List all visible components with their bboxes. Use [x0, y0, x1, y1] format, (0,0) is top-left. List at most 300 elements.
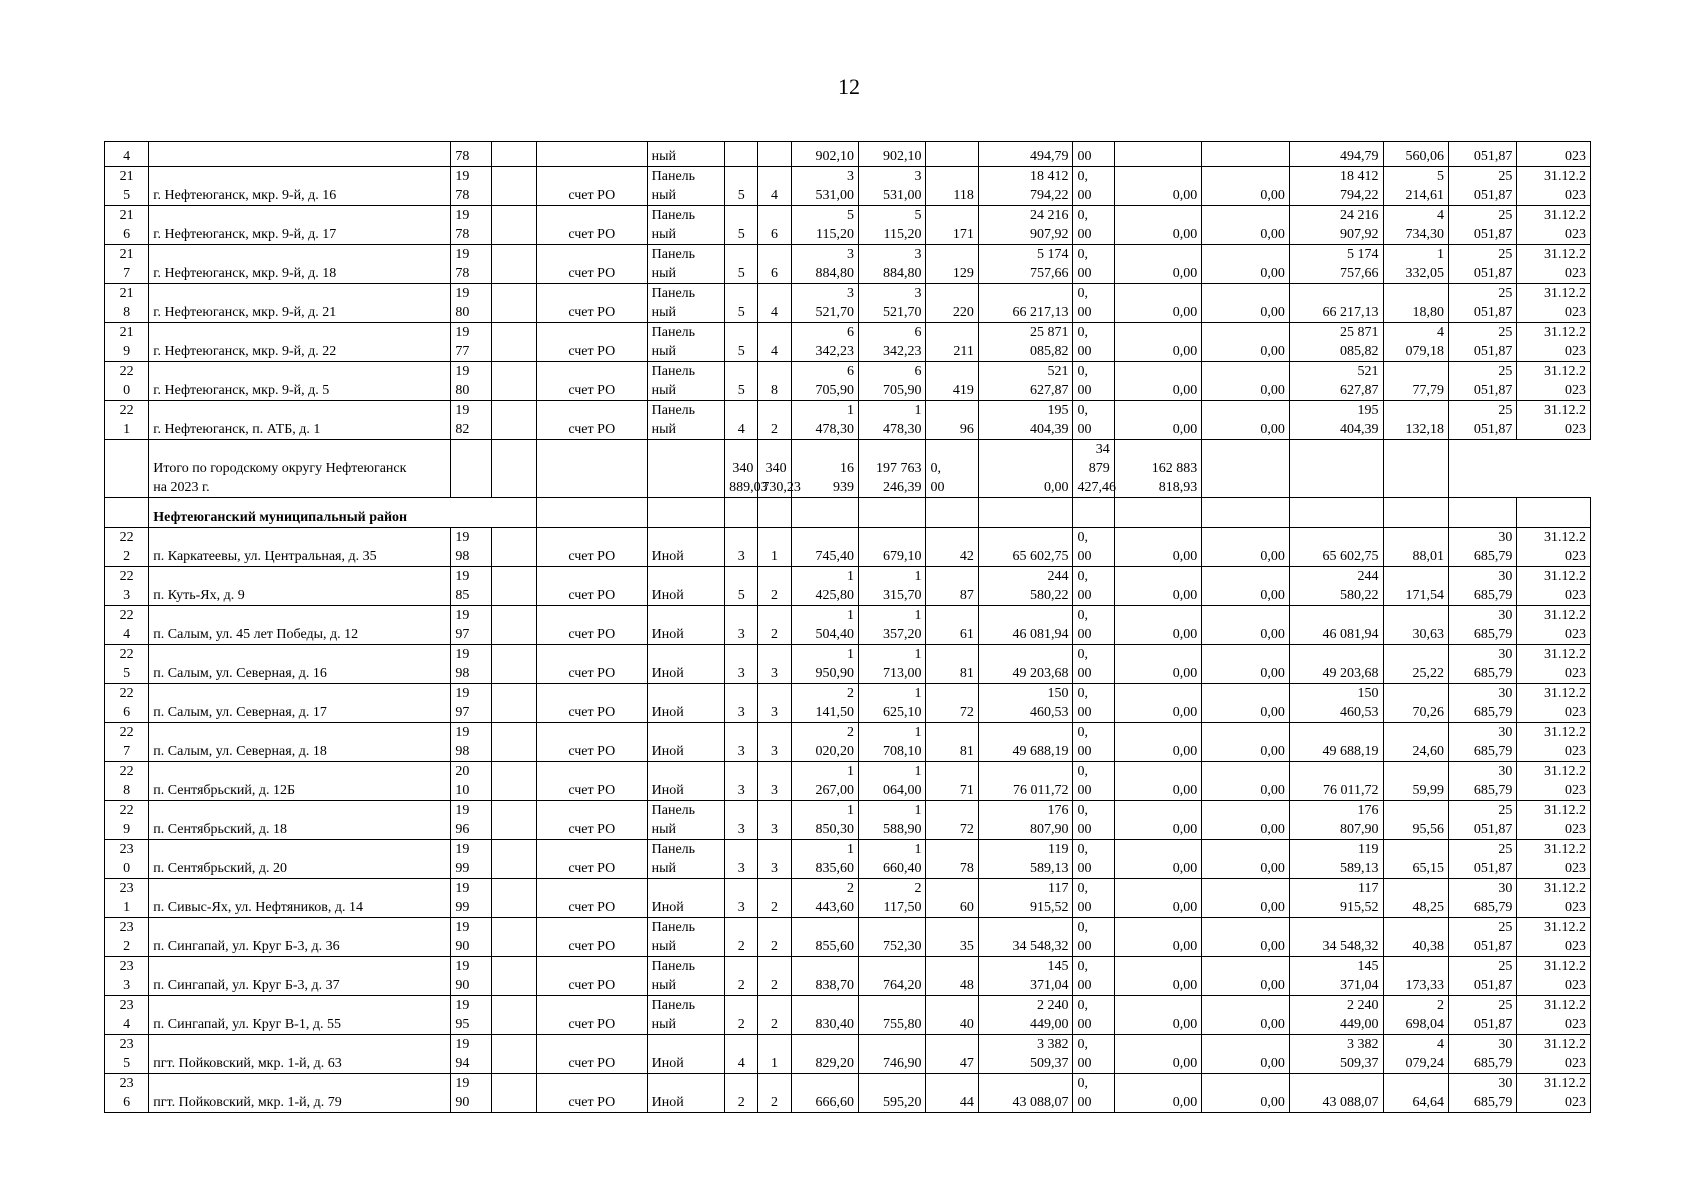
table-cell — [1114, 142, 1202, 167]
table-cell: Панель ный — [647, 918, 725, 957]
table-cell: 22 6 — [105, 684, 149, 723]
table-cell: 72 — [926, 801, 978, 840]
table-cell: 0,00 — [978, 440, 1073, 498]
table-cell: 4 079,18 — [1383, 323, 1448, 362]
table-cell: 19 90 — [451, 918, 491, 957]
table-cell: 1 708,10 — [859, 723, 926, 762]
table-cell: 0,00 — [1202, 996, 1290, 1035]
table-cell: 0,00 — [1114, 362, 1202, 401]
table-cell: 3 — [758, 645, 791, 684]
table-cell — [1202, 142, 1290, 167]
total-row — [105, 440, 1591, 498]
table-cell: 42 — [926, 528, 978, 567]
table-cell: счет РО — [536, 1074, 647, 1113]
table-cell: 0,00 — [1114, 723, 1202, 762]
table-cell: 76 011,72 — [978, 762, 1073, 801]
table-cell: 19 98 — [451, 645, 491, 684]
table-cell: 30 685,79 — [1448, 606, 1516, 645]
table-cell: 19 94 — [451, 1035, 491, 1074]
table-cell: 0,00 — [1114, 567, 1202, 606]
table-row — [105, 1035, 1591, 1074]
table-cell: Панель ный — [647, 167, 725, 206]
table-cell: счет РО — [536, 840, 647, 879]
table-cell — [491, 142, 536, 167]
table-cell: 5 174 757,66 — [1289, 245, 1383, 284]
table-cell: 1 — [758, 528, 791, 567]
table-cell — [491, 401, 536, 440]
table-cell: 22 2 — [105, 528, 149, 567]
table-cell: 764,20 — [859, 957, 926, 996]
table-cell: 40,38 — [1383, 918, 1448, 957]
table-cell: 46 081,94 — [978, 606, 1073, 645]
table-cell: 117 915,52 — [978, 879, 1073, 918]
table-cell: п. Сентябрьский, д. 20 — [149, 840, 451, 879]
table-cell: Панель ный — [647, 996, 725, 1035]
table-cell: 78 — [451, 142, 491, 167]
table-cell: 119 589,13 — [1289, 840, 1383, 879]
table-cell: 34 548,32 — [978, 918, 1073, 957]
table-cell: 3 — [758, 840, 791, 879]
table-cell: 31.12.2 023 — [1517, 323, 1591, 362]
table-cell: 30 685,79 — [1448, 1074, 1516, 1113]
table-cell: 0,00 — [1202, 645, 1290, 684]
table-cell: 2 — [758, 567, 791, 606]
capital-repair-table — [104, 141, 1591, 1113]
table-cell: 244 580,22 — [1289, 567, 1383, 606]
table-cell: Панель ный — [647, 957, 725, 996]
table-cell: 5 — [725, 362, 758, 401]
table-cell: 150 460,53 — [978, 684, 1073, 723]
table-row — [105, 401, 1591, 440]
table-cell: 1 504,40 — [791, 606, 858, 645]
table-cell: 197 763 246,39 — [859, 440, 926, 498]
table-cell: 23 3 — [105, 957, 149, 996]
table-cell: 0,00 — [1114, 645, 1202, 684]
table-cell: 830,40 — [791, 996, 858, 1035]
table-cell: 2 — [725, 957, 758, 996]
table-cell: 31.12.2 023 — [1517, 684, 1591, 723]
table-cell: ный — [647, 142, 725, 167]
table-row — [105, 567, 1591, 606]
table-cell: 2 — [758, 606, 791, 645]
table-cell: 48,25 — [1383, 879, 1448, 918]
table-cell: 211 — [926, 323, 978, 362]
table-cell: счет РО — [536, 645, 647, 684]
table-cell: 22 7 — [105, 723, 149, 762]
table-cell: 21 7 — [105, 245, 149, 284]
table-cell: 95,56 — [1383, 801, 1448, 840]
table-cell: 19 99 — [451, 840, 491, 879]
table-cell: 66 217,13 — [1289, 284, 1383, 323]
table-cell: 0, 00 — [1073, 996, 1114, 1035]
table-cell: 3 — [725, 762, 758, 801]
table-cell: 2 — [725, 996, 758, 1035]
table-cell: 25 051,87 — [1448, 801, 1516, 840]
table-cell: п. Сингапай, ул. Круг Б-3, д. 37 — [149, 957, 451, 996]
table-cell: счет РО — [536, 996, 647, 1035]
table-cell: 22 4 — [105, 606, 149, 645]
table-cell: 6 — [758, 206, 791, 245]
table-cell: 25 871 085,82 — [1289, 323, 1383, 362]
table-cell: 2 — [758, 996, 791, 1035]
table-cell: 171 — [926, 206, 978, 245]
table-row — [105, 206, 1591, 245]
table-cell: 494,79 — [978, 142, 1073, 167]
table-cell: 595,20 — [859, 1074, 926, 1113]
table-cell: 22 1 — [105, 401, 149, 440]
table-cell: 30 685,79 — [1448, 567, 1516, 606]
table-cell: 25 051,87 — [1448, 167, 1516, 206]
table-cell: 0, 00 — [1073, 723, 1114, 762]
table-cell: 3 — [758, 801, 791, 840]
table-cell: 20 10 — [451, 762, 491, 801]
table-cell: 66 217,13 — [978, 284, 1073, 323]
table-cell: 0,00 — [1114, 801, 1202, 840]
table-cell: Панель ный — [647, 206, 725, 245]
table-cell: 0, 00 — [1073, 206, 1114, 245]
table-cell: 560,06 — [1383, 142, 1448, 167]
table-cell: 23 0 — [105, 840, 149, 879]
table-cell: 19 80 — [451, 362, 491, 401]
table-cell: Иной — [647, 1074, 725, 1113]
table-cell: 48 — [926, 957, 978, 996]
table-cell: 19 98 — [451, 528, 491, 567]
table-cell: счет РО — [536, 957, 647, 996]
table-cell: 419 — [926, 362, 978, 401]
table-cell: 5 — [725, 245, 758, 284]
table-cell: 3 — [725, 840, 758, 879]
table-row — [105, 684, 1591, 723]
table-cell: 19 99 — [451, 879, 491, 918]
table-cell: счет РО — [536, 918, 647, 957]
table-cell: 19 85 — [451, 567, 491, 606]
table-cell: 23 6 — [105, 1074, 149, 1113]
table-cell: 0,00 — [1202, 284, 1290, 323]
table-cell: 220 — [926, 284, 978, 323]
table-cell: 43 088,07 — [1289, 1074, 1383, 1113]
table-cell: 1 625,10 — [859, 684, 926, 723]
table-cell: 19 90 — [451, 1074, 491, 1113]
table-cell: 6 — [758, 245, 791, 284]
table-cell: 745,40 — [791, 528, 858, 567]
table-cell: 0, 00 — [1073, 957, 1114, 996]
table-cell: 30,63 — [1383, 606, 1448, 645]
table-cell: 1 478,30 — [791, 401, 858, 440]
table-cell: 521 627,87 — [1289, 362, 1383, 401]
table-cell: 3 — [725, 684, 758, 723]
table-cell: 0,00 — [1202, 684, 1290, 723]
table-cell: 0, 00 — [1073, 762, 1114, 801]
table-cell: 171,54 — [1383, 567, 1448, 606]
table-cell — [491, 918, 536, 957]
table-cell: счет РО — [536, 1035, 647, 1074]
table-cell — [791, 498, 858, 528]
table-cell — [491, 284, 536, 323]
table-cell: 2 240 449,00 — [1289, 996, 1383, 1035]
table-cell: 0, 00 — [1073, 918, 1114, 957]
table-cell — [491, 879, 536, 918]
table-cell — [536, 498, 647, 528]
table-cell: Иной — [647, 528, 725, 567]
table-cell: 25 051,87 — [1448, 245, 1516, 284]
table-cell: 2 117,50 — [859, 879, 926, 918]
table-cell: 0,00 — [1114, 206, 1202, 245]
table-cell: 5 115,20 — [791, 206, 858, 245]
table-cell: 18,80 — [1383, 284, 1448, 323]
table-cell: 1 588,90 — [859, 801, 926, 840]
table-cell: 4 — [758, 284, 791, 323]
table-cell — [491, 762, 536, 801]
table-cell: 051,87 — [1448, 142, 1516, 167]
table-cell — [491, 606, 536, 645]
table-cell — [491, 645, 536, 684]
table-cell: 129 — [926, 245, 978, 284]
table-cell: 19 97 — [451, 606, 491, 645]
table-cell: Панель ный — [647, 323, 725, 362]
table-cell: 0,00 — [1202, 401, 1290, 440]
table-cell: 0,00 — [1114, 996, 1202, 1035]
table-cell: 3 — [758, 723, 791, 762]
table-cell: 31.12.2 023 — [1517, 801, 1591, 840]
table-cell: 0,00 — [1202, 723, 1290, 762]
table-cell: 3 521,70 — [859, 284, 926, 323]
table-cell: 4 734,30 — [1383, 206, 1448, 245]
table-cell: 19 95 — [451, 996, 491, 1035]
table-cell: 3 884,80 — [859, 245, 926, 284]
table-row — [105, 723, 1591, 762]
table-row — [105, 1074, 1591, 1113]
table-cell: Панель ный — [647, 840, 725, 879]
table-cell: 3 — [725, 879, 758, 918]
table-cell: 132,18 — [1383, 401, 1448, 440]
table-cell — [491, 840, 536, 879]
table-row — [105, 167, 1591, 206]
table-cell: Панель ный — [647, 362, 725, 401]
table-cell: 31.12.2 023 — [1517, 957, 1591, 996]
table-cell: 0,00 — [1114, 401, 1202, 440]
table-row — [105, 879, 1591, 918]
table-cell: п. Сентябрьский, д. 18 — [149, 801, 451, 840]
table-cell: 24 216 907,92 — [1289, 206, 1383, 245]
table-cell: Иной — [647, 606, 725, 645]
table-cell — [978, 498, 1073, 528]
table-cell: 59,99 — [1383, 762, 1448, 801]
table-cell: 2 020,20 — [791, 723, 858, 762]
table-cell: 49 203,68 — [1289, 645, 1383, 684]
table-cell: 31.12.2 023 — [1517, 645, 1591, 684]
table-cell: 81 — [926, 645, 978, 684]
table-cell: 78 — [926, 840, 978, 879]
table-cell: 902,10 — [859, 142, 926, 167]
table-cell: 25 051,87 — [1448, 918, 1516, 957]
table-cell: 6 342,23 — [859, 323, 926, 362]
table-cell: 2 — [725, 918, 758, 957]
table-cell: 0,00 — [1114, 323, 1202, 362]
table-cell: 61 — [926, 606, 978, 645]
table-cell: 0, 00 — [1073, 840, 1114, 879]
table-cell: Иной — [647, 879, 725, 918]
table-cell: 34 879 427,46 — [1073, 440, 1114, 498]
table-cell: 0,00 — [1202, 879, 1290, 918]
table-cell: г. Нефтеюганск, мкр. 9-й, д. 17 — [149, 206, 451, 245]
table-cell: 31.12.2 023 — [1517, 840, 1591, 879]
table-cell: 3 521,70 — [791, 284, 858, 323]
table-cell: счет РО — [536, 606, 647, 645]
table-cell — [1289, 498, 1383, 528]
table-cell: 2 — [758, 879, 791, 918]
table-cell: п. Салым, ул. Северная, д. 17 — [149, 684, 451, 723]
table-cell: 30 685,79 — [1448, 879, 1516, 918]
table-cell: 5 214,61 — [1383, 167, 1448, 206]
table-cell: 23 4 — [105, 996, 149, 1035]
table-cell — [725, 498, 758, 528]
table-cell: 1 064,00 — [859, 762, 926, 801]
table-cell: 176 807,90 — [1289, 801, 1383, 840]
table-cell: 31.12.2 023 — [1517, 879, 1591, 918]
table-cell — [491, 362, 536, 401]
table-cell: 1 — [758, 1035, 791, 1074]
table-row — [105, 142, 1591, 167]
table-cell: 0, 00 — [1073, 567, 1114, 606]
table-cell — [491, 323, 536, 362]
table-cell — [758, 142, 791, 167]
table-cell: 76 011,72 — [1289, 762, 1383, 801]
page-number: 12 — [838, 74, 860, 99]
table-cell: 22 9 — [105, 801, 149, 840]
table-cell: 21 5 — [105, 167, 149, 206]
table-cell: 0, 00 — [1073, 645, 1114, 684]
total-label: Итого по городскому округу Нефтеюганск на 2023 г. — [149, 440, 451, 498]
table-cell: 0,00 — [1114, 284, 1202, 323]
table-cell: 1 713,00 — [859, 645, 926, 684]
table-cell: 118 — [926, 167, 978, 206]
table-cell — [491, 528, 536, 567]
table-cell: г. Нефтеюганск, мкр. 9-й, д. 18 — [149, 245, 451, 284]
table-cell — [105, 440, 149, 498]
table-cell — [1202, 440, 1290, 498]
table-cell: 25 051,87 — [1448, 996, 1516, 1035]
table-cell: 1 332,05 — [1383, 245, 1448, 284]
table-cell: 2 443,60 — [791, 879, 858, 918]
table-cell: 21 6 — [105, 206, 149, 245]
table-cell: 60 — [926, 879, 978, 918]
table-cell: 22 3 — [105, 567, 149, 606]
table-cell: 6 705,90 — [791, 362, 858, 401]
table-cell: 0,00 — [1114, 1035, 1202, 1074]
table-cell: 25 051,87 — [1448, 323, 1516, 362]
table-cell: 72 — [926, 684, 978, 723]
table-cell: 3 382 509,37 — [978, 1035, 1073, 1074]
table-cell: 838,70 — [791, 957, 858, 996]
table-cell: 0,00 — [1114, 840, 1202, 879]
table-cell: 0,00 — [1202, 957, 1290, 996]
table-cell: 0,00 — [1202, 245, 1290, 284]
table-cell: 3 — [758, 762, 791, 801]
table-cell: г. Нефтеюганск, мкр. 9-й, д. 5 — [149, 362, 451, 401]
table-cell: п. Салым, ул. Северная, д. 18 — [149, 723, 451, 762]
table-cell: 70,26 — [1383, 684, 1448, 723]
table-cell: 47 — [926, 1035, 978, 1074]
table-cell: 0,00 — [1202, 606, 1290, 645]
table-cell: 1 357,20 — [859, 606, 926, 645]
table-cell: счет РО — [536, 723, 647, 762]
table-cell: Панель ный — [647, 284, 725, 323]
table-cell: счет РО — [536, 362, 647, 401]
table-cell — [1202, 498, 1290, 528]
table-cell: 30 685,79 — [1448, 762, 1516, 801]
table-cell — [758, 498, 791, 528]
table-cell: счет РО — [536, 245, 647, 284]
table-cell: 31.12.2 023 — [1517, 206, 1591, 245]
table-cell: 1 315,70 — [859, 567, 926, 606]
table-row — [105, 957, 1591, 996]
table-cell: счет РО — [536, 528, 647, 567]
table-cell: 19 77 — [451, 323, 491, 362]
table-cell: 0, 00 — [1073, 167, 1114, 206]
table-cell: 34 548,32 — [1289, 918, 1383, 957]
table-cell: Панель ный — [647, 401, 725, 440]
table-cell: 0,00 — [1202, 840, 1290, 879]
table-cell: 31.12.2 023 — [1517, 996, 1591, 1035]
section-title: Нефтеюганский муниципальный район — [149, 498, 537, 528]
table-cell: 1 835,60 — [791, 840, 858, 879]
table-cell — [491, 684, 536, 723]
table-cell: пгт. Пойковский, мкр. 1-й, д. 79 — [149, 1074, 451, 1113]
table-cell: Иной — [647, 1035, 725, 1074]
table-cell: 24 216 907,92 — [978, 206, 1073, 245]
table-cell: 150 460,53 — [1289, 684, 1383, 723]
table-cell: 40 — [926, 996, 978, 1035]
table-cell — [491, 206, 536, 245]
table-cell — [491, 723, 536, 762]
table-row — [105, 362, 1591, 401]
table-cell: 21 9 — [105, 323, 149, 362]
table-cell: 0, 00 — [926, 440, 978, 498]
table-cell: 8 — [758, 362, 791, 401]
table-cell — [491, 957, 536, 996]
table-cell: 0, 00 — [1073, 323, 1114, 362]
table-cell — [451, 440, 491, 498]
table-cell: 1 950,90 — [791, 645, 858, 684]
table-cell: 35 — [926, 918, 978, 957]
table-cell: 5 174 757,66 — [978, 245, 1073, 284]
table-cell: 21 8 — [105, 284, 149, 323]
table-cell: 2 — [758, 401, 791, 440]
table-cell: п. Куть-Ях, д. 9 — [149, 567, 451, 606]
table-cell: 31.12.2 023 — [1517, 723, 1591, 762]
table-cell: 46 081,94 — [1289, 606, 1383, 645]
table-cell: 19 80 — [451, 284, 491, 323]
table-cell: 22 8 — [105, 762, 149, 801]
table-cell: 5 — [725, 206, 758, 245]
table-cell: 25 051,87 — [1448, 957, 1516, 996]
table-cell: 65 602,75 — [1289, 528, 1383, 567]
table-cell: 16 939 — [791, 440, 858, 498]
table-cell: 22 0 — [105, 362, 149, 401]
table-cell: 64,64 — [1383, 1074, 1448, 1113]
table-cell: 31.12.2 023 — [1517, 567, 1591, 606]
table-cell: 6 342,23 — [791, 323, 858, 362]
table-cell: 00 — [1073, 142, 1114, 167]
table-cell: п. Сентябрьский, д. 12Б — [149, 762, 451, 801]
table-cell: 31.12.2 023 — [1517, 284, 1591, 323]
table-cell: 746,90 — [859, 1035, 926, 1074]
table-cell: 0, 00 — [1073, 879, 1114, 918]
table-cell: 43 088,07 — [978, 1074, 1073, 1113]
table-cell: 494,79 — [1289, 142, 1383, 167]
table-cell: 23 5 — [105, 1035, 149, 1074]
table-cell: 18 412 794,22 — [1289, 167, 1383, 206]
